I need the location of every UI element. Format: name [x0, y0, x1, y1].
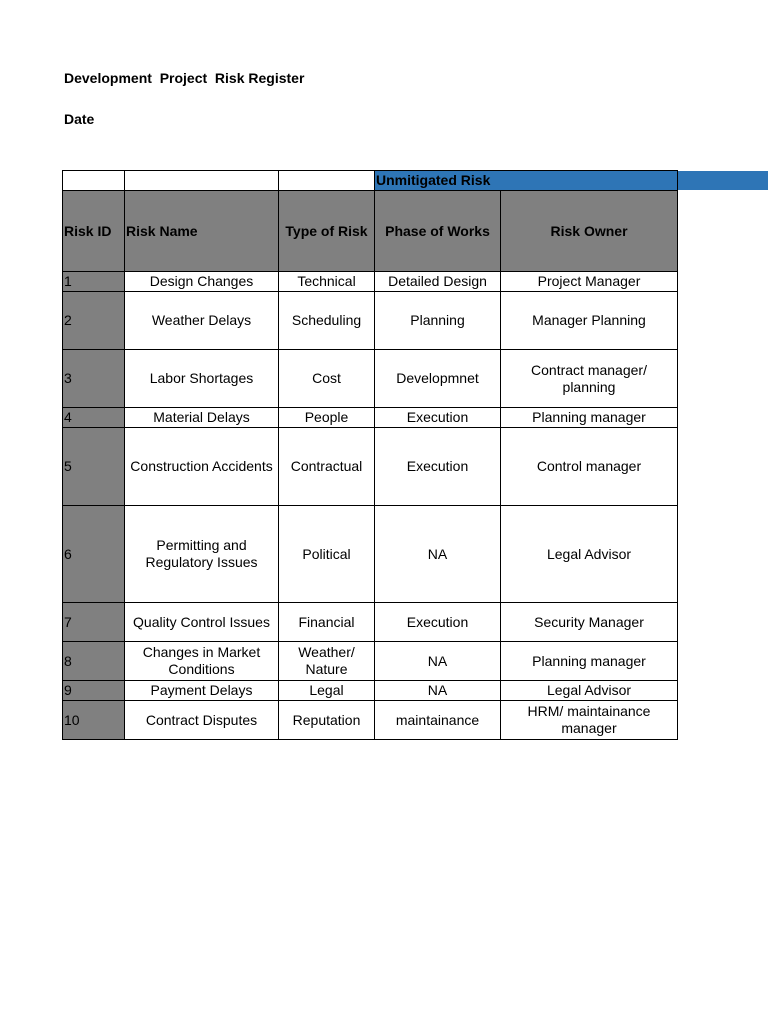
risk-id-cell: 4: [63, 408, 125, 428]
risk-phase-cell: Execution: [375, 428, 501, 506]
risk-phase-cell: Developmnet: [375, 350, 501, 408]
risk-id-cell: 1: [63, 272, 125, 292]
risk-name-cell: Changes in Market Conditions: [125, 642, 279, 681]
table-row: [63, 642, 678, 681]
risk-name-cell: Weather Delays: [125, 292, 279, 350]
risk-type-cell: Contractual: [279, 428, 375, 506]
table-row: [63, 408, 678, 428]
risk-name-cell: Permitting and Regulatory Issues: [125, 506, 279, 603]
risk-owner-cell: Control manager: [501, 428, 678, 506]
risk-id-cell: 7: [63, 603, 125, 642]
risk-phase-cell: Planning: [375, 292, 501, 350]
risk-phase-cell: NA: [375, 642, 501, 681]
risk-name-cell: Material Delays: [125, 408, 279, 428]
risk-phase-cell: Execution: [375, 603, 501, 642]
risk-owner-cell: Planning manager: [501, 408, 678, 428]
col-header-risk-id: Risk ID: [63, 191, 125, 272]
risk-type-cell: People: [279, 408, 375, 428]
table-row: [63, 603, 678, 642]
table-row: [63, 350, 678, 408]
risk-name-cell: Construction Accidents: [125, 428, 279, 506]
risk-id-cell: 2: [63, 292, 125, 350]
table-row: [63, 428, 678, 506]
risk-owner-cell: HRM/ maintainance manager: [501, 701, 678, 740]
blank-cell: [63, 171, 125, 191]
unmitigated-risk-header: Unmitigated Risk: [375, 171, 678, 191]
risk-id-cell: 10: [63, 701, 125, 740]
risk-name-cell: Labor Shortages: [125, 350, 279, 408]
table-row: [63, 272, 678, 292]
table-row: [63, 701, 678, 740]
risk-owner-cell: Security Manager: [501, 603, 678, 642]
risk-owner-cell: Planning manager: [501, 642, 678, 681]
risk-id-cell: 6: [63, 506, 125, 603]
risk-id-cell: 5: [63, 428, 125, 506]
column-header-row: [63, 191, 678, 272]
risk-owner-cell: Project Manager: [501, 272, 678, 292]
risk-register-table: [62, 170, 678, 740]
risk-id-cell: 8: [63, 642, 125, 681]
group-header-row: [63, 171, 678, 191]
risk-phase-cell: NA: [375, 681, 501, 701]
risk-phase-cell: maintainance: [375, 701, 501, 740]
risk-type-cell: Technical: [279, 272, 375, 292]
risk-phase-cell: NA: [375, 506, 501, 603]
risk-owner-cell: Contract manager/ planning: [501, 350, 678, 408]
risk-id-cell: 9: [63, 681, 125, 701]
unmitigated-risk-band: [677, 171, 768, 190]
risk-phase-cell: Detailed Design: [375, 272, 501, 292]
table-row: [63, 292, 678, 350]
risk-name-cell: Design Changes: [125, 272, 279, 292]
risk-owner-cell: Legal Advisor: [501, 681, 678, 701]
risk-name-cell: Payment Delays: [125, 681, 279, 701]
table-row: [63, 506, 678, 603]
blank-cell: [125, 171, 279, 191]
risk-id-cell: 3: [63, 350, 125, 408]
blank-cell: [279, 171, 375, 191]
date-label: Date: [64, 111, 95, 127]
risk-type-cell: Political: [279, 506, 375, 603]
risk-type-cell: Reputation: [279, 701, 375, 740]
risk-owner-cell: Legal Advisor: [501, 506, 678, 603]
table-row: [63, 681, 678, 701]
col-header-phase-of-works: Phase of Works: [375, 191, 501, 272]
risk-name-cell: Contract Disputes: [125, 701, 279, 740]
risk-owner-cell: Manager Planning: [501, 292, 678, 350]
document-title: Development Project Risk Register: [64, 70, 305, 86]
risk-type-cell: Legal: [279, 681, 375, 701]
risk-type-cell: Cost: [279, 350, 375, 408]
risk-type-cell: Weather/ Nature: [279, 642, 375, 681]
col-header-type-of-risk: Type of Risk: [279, 191, 375, 272]
risk-type-cell: Financial: [279, 603, 375, 642]
risk-name-cell: Quality Control Issues: [125, 603, 279, 642]
col-header-risk-owner: Risk Owner: [501, 191, 678, 272]
col-header-risk-name: Risk Name: [125, 191, 279, 272]
risk-phase-cell: Execution: [375, 408, 501, 428]
risk-type-cell: Scheduling: [279, 292, 375, 350]
